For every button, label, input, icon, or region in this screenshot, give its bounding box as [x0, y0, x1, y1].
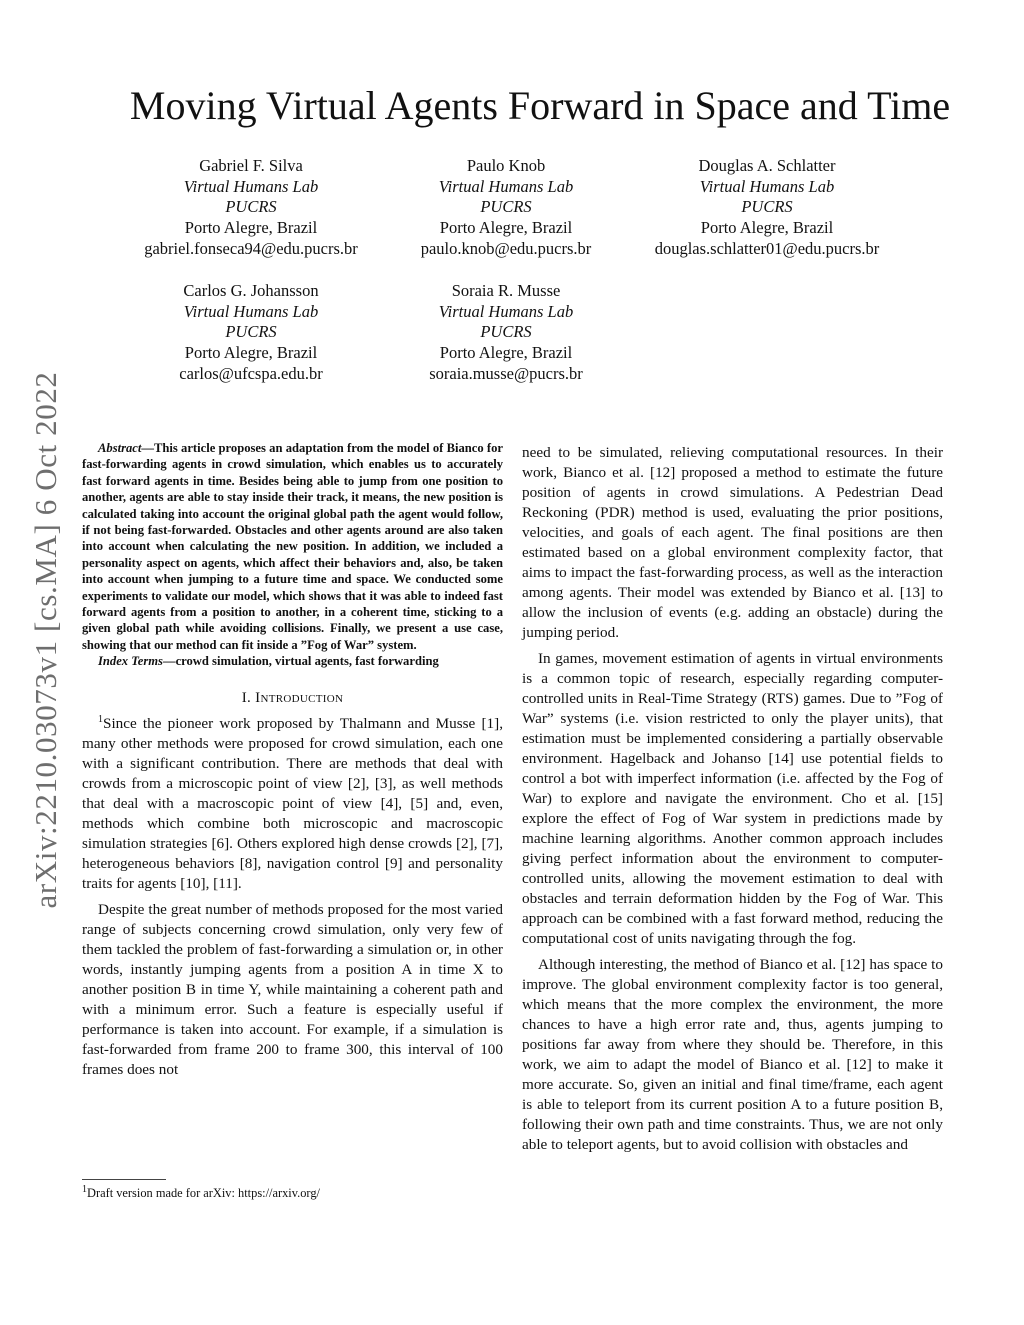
- author-institution: PUCRS: [480, 197, 532, 217]
- footnote: [82, 1185, 503, 1201]
- footnote-text: Draft version made for arXiv: https://arxiv.org/: [87, 1186, 320, 1200]
- index-terms-text: —crowd simulation, virtual agents, fast forwarding: [162, 654, 439, 669]
- author-institution: PUCRS: [741, 197, 793, 217]
- abstract-text: —This article proposes an adaptation from the model of Bianco for fast-forwarding agents in crowd simulation, which enables us to accurately fast forward agents in time. Besides being able to jump from one position to another, agents are able to stay inside their track, it means, the new position is calculated taking into account the original global path the agent would follow, if not being fast-forwarded. Obstacles and other agents around are also taken into account when calculating the new position. In addition, we included a personality aspect on agents, which affect their behaviors and, also, be taken into account when jumping to a future time and space. We conducted some experiments to validate our model, which shows that it was able to indeed fast forward agents from a position to another, in a coherent time, sticking to a given global path while avoiding collisions. Finally, we present a use case, showing that our method can fit inside a ”Fog of War” system.: [82, 441, 503, 652]
- left-column: [82, 440, 503, 1086]
- footnote-number: 1: [82, 1183, 87, 1195]
- author-email: paulo.knob@edu.pucrs.br: [420, 238, 592, 258]
- index-terms: [82, 653, 503, 669]
- author-lab: Virtual Humans Lab: [438, 176, 574, 196]
- author-email: carlos@ufcspa.edu.br: [179, 363, 323, 383]
- author-name: Douglas A. Schlatter: [698, 156, 836, 175]
- section-number: I.: [241, 689, 256, 706]
- paragraph: [82, 714, 503, 894]
- section-heading-introduction: [82, 688, 503, 708]
- author-lab: Virtual Humans Lab: [438, 301, 574, 321]
- index-terms-label: Index Terms: [98, 654, 163, 669]
- author-block-2: [356, 156, 656, 260]
- author-email: gabriel.fonseca94@edu.pucrs.br: [144, 238, 358, 258]
- author-institution: PUCRS: [225, 322, 277, 342]
- author-block-5: [356, 281, 656, 385]
- right-column: [522, 443, 943, 1161]
- author-block-3: [617, 156, 917, 260]
- section-title: Introduction: [255, 689, 344, 706]
- author-name: Soraia R. Musse: [451, 281, 561, 300]
- author-lab: Virtual Humans Lab: [183, 301, 319, 321]
- author-email: soraia.musse@pucrs.br: [429, 363, 583, 383]
- author-name: Gabriel F. Silva: [199, 156, 303, 175]
- paragraph: Despite the great number of methods proposed for the most varied range of subjects concerning crowd simulation, only very few of them tackled the problem of fast-forwarding a simulation or, in other words, instantly jumping agents from a position A in time X to another position B in time Y, while maintaining a coherent path and with a minimum error. Such a feature is especially useful if performance is taken into account. For example, if a simulation is fast-forwarded from frame 200 to frame 300, this interval of 100 frames does not: [82, 900, 503, 1078]
- author-city: Porto Alegre, Brazil: [184, 218, 318, 238]
- footnote-marker: 1: [98, 713, 103, 725]
- paragraph: In games, movement estimation of agents in virtual environments is a common topic of research, especially regarding computer-controlled units in Real-Time Strategy (RTS) games. Due to ”Fog of War” systems (i.e. vision restricted to only the player units), that estimation must be implemented considering a partially observable environment. Hagelback and Johanso [14] use potential fields to control a bot with imperfect information (i.e. affected by the Fog of War) to explore and navigate the environment. Cho et al. [15] explore the effect of Fog of War system in predictions made by machine learning algorithms. Another common approach includes giving perfect information about the environment to computer-controlled units, allowing the movement estimation to deal with obstacles and terrain deformation hidden by the Fog of War. This approach can be combined with a fast forward method, reducing the computational cost of units navigating through the fog.: [522, 650, 943, 947]
- author-city: Porto Alegre, Brazil: [439, 218, 573, 238]
- author-name: Carlos G. Johansson: [183, 281, 319, 300]
- abstract-label: Abstract: [98, 441, 142, 455]
- author-city: Porto Alegre, Brazil: [700, 218, 834, 238]
- paragraph: Although interesting, the method of Bianco et al. [12] has space to improve. The global environment complexity factor is too general, which means that the more complex the environment, the more chances to have a high error rate and, thus, agents jumping to positions far away from where they should be. Therefore, in this work, we aim to adapt the model of Bianco et al. [12] to make it more accurate. So, given an initial and final time/frame, each agent is able to teleport from its current position A to a future position B, following their own path and time constraints. Thus, we are not only able to teleport agents, but to avoid collision with obstacles and: [522, 956, 943, 1153]
- paragraph: need to be simulated, relieving computational resources. In their work, Bianco et al. [12] proposed a method to estimate the future position of agents in crowd simulations. A Pedestrian Dead Reckoning (PDR) method is used, evaluating the prior positions, velocities, and goals of each agent. The final positions are then estimated based on a global environment complexity factor, that aims to impact the fast-forwarding process, as well as the interaction among agents. Their model was extended by Bianco et al. [13] to allow the inclusion of events (e.g. adding an obstacle) during the jumping period.: [522, 444, 943, 641]
- author-city: Porto Alegre, Brazil: [439, 343, 573, 363]
- author-institution: PUCRS: [225, 197, 277, 217]
- paragraph-text: Since the pioneer work proposed by Thalmann and Musse [1], many other methods were proposed for crowd simulation, each one with a significant contribution. There are methods that deal with crowds from a microscopic point of view [2], [3], as well methods that deal with a macroscopic point of view [4], [5] and, even, methods which combine both microscopic and macroscopic simulation strategies [6]. Others explored high dense crowds [2], [7], heterogeneous behaviors [8], navigation control [9] and personality traits for agents [10], [11].: [82, 714, 503, 892]
- arxiv-identifier: arXiv:2210.03073v1 [cs.MA] 6 Oct 2022: [28, 371, 63, 909]
- paper-title: Moving Virtual Agents Forward in Space and Time: [129, 83, 951, 128]
- author-city: Porto Alegre, Brazil: [184, 343, 318, 363]
- author-lab: Virtual Humans Lab: [699, 176, 835, 196]
- abstract: [82, 440, 503, 653]
- author-name: Paulo Knob: [466, 156, 546, 175]
- author-email: douglas.schlatter01@edu.pucrs.br: [654, 238, 880, 258]
- author-institution: PUCRS: [480, 322, 532, 342]
- author-lab: Virtual Humans Lab: [183, 176, 319, 196]
- footnote-divider: [82, 1179, 166, 1180]
